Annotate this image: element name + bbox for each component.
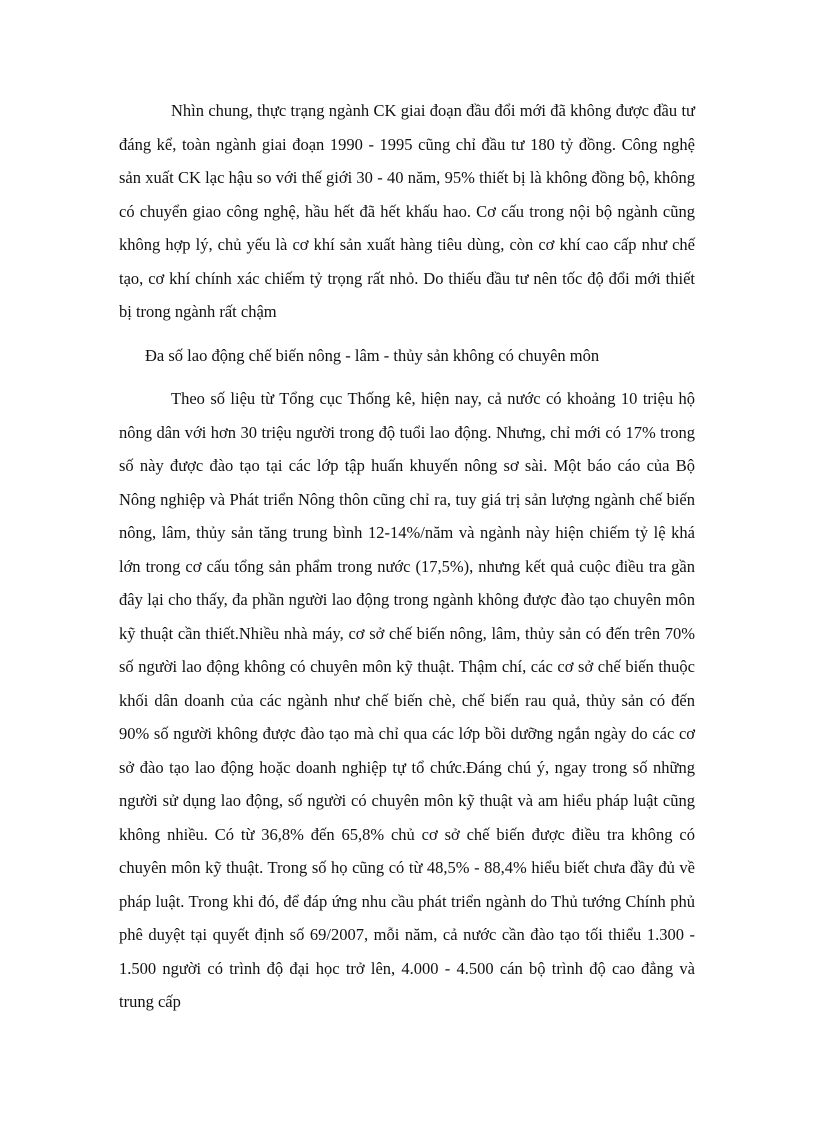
- paragraph-labor-processing: Theo số liệu từ Tổng cục Thống kê, hiện nay, cả nước có khoảng 10 triệu hộ nông dân với hơn 30 triệu người trong độ tuổi lao động. Nhưng, chỉ mới có 17% trong số này được đào tạo tại các lớp tập huấn khuyến nông sơ sài. Một báo cáo của Bộ Nông nghiệp và Phát triển Nông thôn cũng chỉ ra, tuy giá trị sản lượng ngành chế biến nông, lâm, thủy sản tăng trung bình 12-14%/năm và ngành này hiện chiếm tỷ lệ khá lớn trong cơ cấu tổng sản phẩm trong nước (17,5%), nhưng kết quả cuộc điều tra gần đây lại cho thấy, đa phần người lao động trong ngành không được đào tạo chuyên môn kỹ thuật cần thiết.Nhiều nhà máy, cơ sở chế biến nông, lâm, thủy sản có đến trên 70% số người lao động không có chuyên môn kỹ thuật. Thậm chí, các cơ sở chế biến thuộc khối dân doanh của các ngành như chế biến chè, chế biến rau quả, thủy sản có đến 90% số người không được đào tạo mà chỉ qua các lớp bồi dưỡng ngắn ngày do các cơ sở đào tạo lao động hoặc doanh nghiệp tự tổ chức.Đáng chú ý, ngay trong số những người sử dụng lao động, số người có chuyên môn kỹ thuật và am hiểu pháp luật cũng không nhiều. Có từ 36,8% đến 65,8% chủ cơ sở chế biến được điều tra không có chuyên môn kỹ thuật. Trong số họ cũng có từ 48,5% - 88,4% hiểu biết chưa đầy đủ về pháp luật. Trong khi đó, để đáp ứng nhu cầu phát triển ngành do Thủ tướng Chính phủ phê duyệt tại quyết định số 69/2007, mỗi năm, cả nước cần đào tạo tối thiểu 1.300 - 1.500 người có trình độ đại học trở lên, 4.000 - 4.500 cán bộ trình độ cao đẳng và trung cấp: [119, 389, 695, 1011]
- document-body: [119, 94, 695, 1019]
- paragraph-mechanical-industry: Nhìn chung, thực trạng ngành CK giai đoạn đầu đổi mới đã không được đầu tư đáng kể, toàn ngành giai đoạn 1990 - 1995 cũng chỉ đầu tư 180 tỷ đồng. Công nghệ sản xuất CK lạc hậu so với thế giới 30 - 40 năm, 95% thiết bị là không đồng bộ, không có chuyển giao công nghệ, hầu hết đã hết khấu hao. Cơ cấu trong nội bộ ngành cũng không hợp lý, chủ yếu là cơ khí sản xuất hàng tiêu dùng, còn cơ khí cao cấp như chế tạo, cơ khí chính xác chiếm tỷ trọng rất nhỏ. Do thiếu đầu tư nên tốc độ đổi mới thiết bị trong ngành rất chậm: [119, 101, 695, 321]
- section-heading: Đa số lao động chế biến nông - lâm - thủy sản không có chuyên môn: [145, 345, 600, 365]
